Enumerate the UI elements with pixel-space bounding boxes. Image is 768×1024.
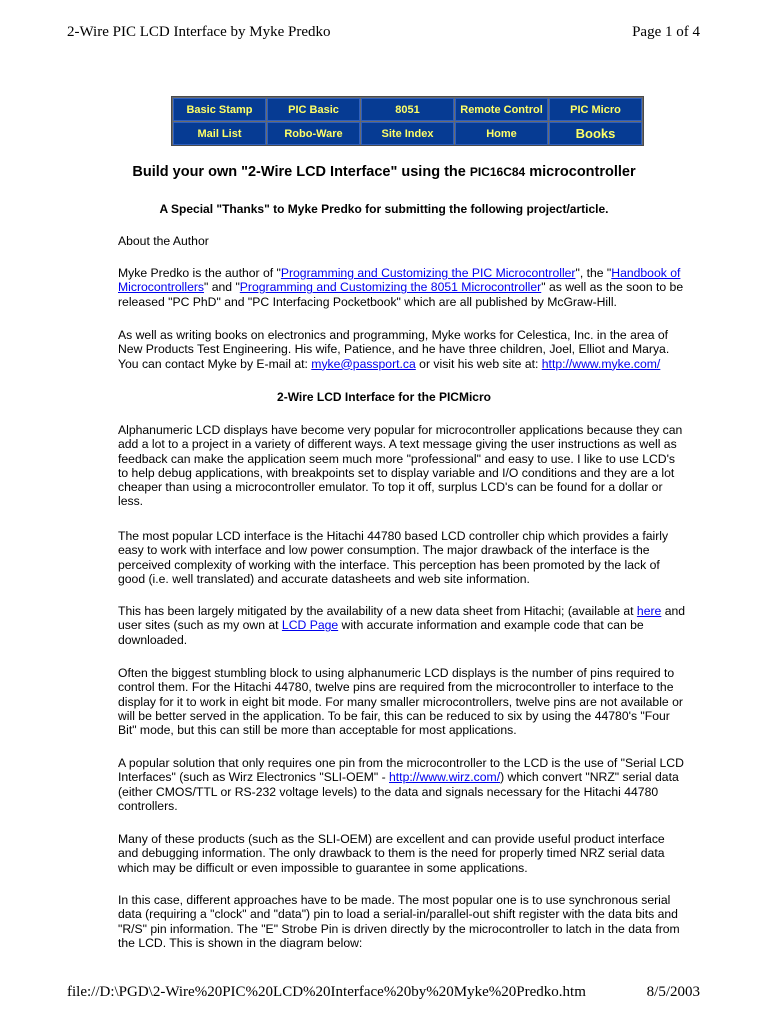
print-header-page: Page 1 of 4 <box>632 24 700 40</box>
body-paragraph-2 <box>118 529 688 586</box>
title-suffix: microcontroller <box>525 164 636 180</box>
nav-pic-micro[interactable]: PIC Micro <box>549 98 642 121</box>
nav-row-2 <box>173 122 642 145</box>
link-programming-pic[interactable]: Programming and Customizing the PIC Microcontroller <box>280 266 576 280</box>
body-paragraph-5 <box>118 756 688 813</box>
link-here[interactable]: here <box>636 604 662 618</box>
link-myke-website[interactable]: http://www.myke.com/ <box>541 356 661 371</box>
section-heading: 2-Wire LCD Interface for the PICMicro <box>277 390 491 404</box>
about-paragraph-2 <box>118 328 688 371</box>
nav-home[interactable]: Home <box>455 122 548 145</box>
link-lcd-page[interactable]: LCD Page <box>281 618 339 633</box>
nav-remote-control[interactable]: Remote Control <box>455 98 548 121</box>
print-footer-path: file://D:\PGD\2-Wire%20PIC%20LCD%20Interface%20by%20Myke%20Predko.htm <box>67 984 586 1000</box>
about-p2-a: As well as writing books on electronics and programming, Myke works for Celestica, Inc. in the area of New Products Test Engineering. His wife, Patience, and he have three children, Joel, Elliot and Marya. You can contact Myke by E-mail at: <box>118 328 670 371</box>
body-p6: Many of these products (such as the SLI-OEM) are excellent and can provide useful product interface and debugging information. The only drawback to them is the need for properly timed NRZ serial data which may be difficult or even impossible to guarantee in some applications. <box>118 832 665 875</box>
link-handbook-microcontrollers[interactable]: Handbook of Microcontrollers <box>118 266 681 295</box>
nav-8051[interactable]: 8051 <box>361 98 454 121</box>
nav-table <box>171 96 644 146</box>
print-footer <box>67 984 700 1004</box>
body-paragraph-1 <box>118 423 688 509</box>
link-programming-8051[interactable]: Programming and Customizing the 8051 Microcontroller <box>239 280 542 295</box>
link-email[interactable]: myke@passport.ca <box>311 356 416 371</box>
nav-robo-ware[interactable]: Robo-Ware <box>267 122 360 145</box>
about-p1-b: ", the " <box>575 266 612 280</box>
body-paragraph-4 <box>118 666 688 737</box>
title-prefix: Build your own "2-Wire LCD Interface" using the <box>132 164 470 180</box>
print-header <box>67 24 700 44</box>
about-section <box>118 234 688 248</box>
body-p4: Often the biggest stumbling block to using alphanumeric LCD displays is the number of pins required to control them. For the Hitachi 44780, twelve pins are required from the microcontroller to interface to the display for it to work in eight bit mode. For many smaller microcontrollers, twelve pins are not available or will be better served in the application. To be fair, this can be reduced to six by using the 44780's "Four Bit" mode, but this can still be more than acceptable for most applications. <box>118 666 683 738</box>
body-p2: The most popular LCD interface is the Hitachi 44780 based LCD controller chip which provides a fairly easy to work with interface and low power consumption. The major drawback of the interface is the perceived complexity of working with the interface. This perception has been promoted by the lack of good (i.e. well translated) and accurate datasheets and web site information. <box>118 529 669 586</box>
about-p1-c: " and " <box>204 280 240 295</box>
body-paragraph-3 <box>118 604 688 647</box>
body-p5-a: A popular solution that only requires one pin from the microcontroller to the LCD is the use of "Serial LCD Interfaces" (such as Wirz Electronics "SLI-OEM" - <box>118 756 684 785</box>
body-paragraph-7 <box>118 893 688 950</box>
body-p3-a: This has been largely mitigated by the availability of a new data sheet from Hitachi; (available at <box>118 604 637 618</box>
about-p2-b: or visit his web site at: <box>415 356 542 371</box>
about-paragraph-1 <box>118 266 688 309</box>
page-title <box>0 164 768 180</box>
nav-pic-basic[interactable]: PIC Basic <box>267 98 360 121</box>
print-footer-date: 8/5/2003 <box>646 984 700 1000</box>
body-p3-b: and user sites (such as my own at <box>118 604 686 633</box>
about-p1-a: Myke Predko is the author of " <box>118 266 281 280</box>
nav-basic-stamp[interactable]: Basic Stamp <box>173 98 266 121</box>
body-p7: In this case, different approaches have to be made. The most popular one is to use synchronous serial data (requiring a "clock" and "data") pin to load a serial-in/parallel-out shift register with the data bits and "R/S" pin information. The "E" Strobe Pin is driven directly by the microcontroller to latch in the data from the LCD. This is shown in the diagram below: <box>118 893 680 950</box>
body-p3-c: with accurate information and example code that can be downloaded. <box>118 618 644 647</box>
nav-mail-list[interactable]: Mail List <box>173 122 266 145</box>
title-chip: PIC16C84 <box>469 165 526 179</box>
body-paragraph-6 <box>118 832 688 875</box>
thanks-line: A Special "Thanks" to Myke Predko for submitting the following project/article. <box>159 202 609 216</box>
link-wirz[interactable]: http://www.wirz.com/ <box>389 770 501 785</box>
about-p1-d: " as well as the soon to be released "PC PhD" and "PC Interfacing Pocketbook" which are all published by McGraw-Hill. <box>118 280 684 309</box>
nav-row-1 <box>173 98 642 121</box>
body-p1: Alphanumeric LCD displays have become very popular for microcontroller applications because they can add a lot to a project in a variety of different ways. A text message giving the user instructions as well as feedback can make the application seem much more "professional" and easy to use. I like to use LCD's to help debug applications, with breakpoints set to display variable and I/O conditions and they are a lot cheaper than using a microcontroller emulator. To top it off, surplus LCD's can be found for a dollar or less. <box>118 423 683 509</box>
nav-site-index[interactable]: Site Index <box>361 122 454 145</box>
nav-books[interactable]: Books <box>549 122 642 145</box>
print-header-title: 2-Wire PIC LCD Interface by Myke Predko <box>67 24 331 40</box>
about-heading: About the Author <box>118 234 209 248</box>
body-p5-b: ) which convert "NRZ" serial data (either CMOS/TTL or RS-232 voltage levels) to the data and signals necessary for the Hitachi 44780 controllers. <box>118 770 679 813</box>
